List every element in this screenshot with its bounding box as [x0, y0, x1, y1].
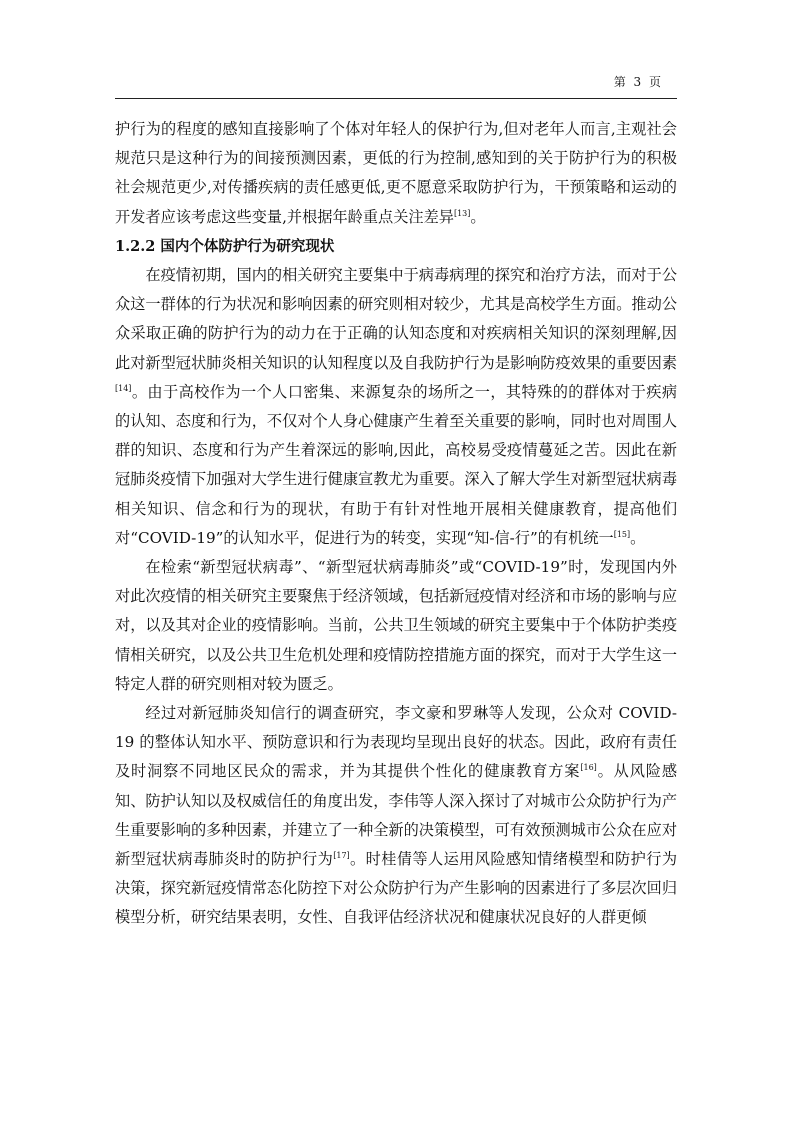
- paragraph-tail: 。: [630, 528, 646, 547]
- citation-ref: [17]: [333, 851, 350, 861]
- paragraph-text: 在检索“新型冠状病毒”、“新型冠状病毒肺炎”或“COVID-19”时，发现国内外对此次疫情的相关研究主要聚焦于经济领域，包括新冠疫情对经济和市场的影响与应对，以及其对企业的疫情影响。当前，公共卫生领域的研究主要集中于个体防护类疫情相关研究，以及公共卫生危机处理和疫情防控措施方面的探究，而对于大学生这一特定人群的研究则相对较为匮乏。: [115, 558, 677, 693]
- paragraph-tail: 。: [470, 207, 486, 226]
- paragraph-text: 在疫情初期，国内的相关研究主要集中于病毒病理的探究和治疗方法，而对于公众这一群体的行为状况和影响因素的研究则相对较少，尤其是高校学生方面。推动公众采取正确的防护行为的动力在于正确的认知态度和对疾病相关知识的深刻理解,因此对新型冠状肺炎相关知识的认知程度以及自我防护行为是影响防疫效果的重要因素: [115, 266, 677, 372]
- paragraph-text: 。从风险感知、防护认知以及权威信任的角度出发，李伟等人深入探讨了对城市公众防护行为产生重要影响的多种因素，并建立了一种全新的决策模型，可有效预测城市公众在应对新型冠状病毒肺炎时的防护行为: [115, 762, 678, 869]
- paragraph-text: 。时桂倩等人运用风险感知情绪模型和防护行为决策，探究新冠疫情常态化防控下对公众防护行为产生影响的因素进行了多层次回归模型分析，研究结果表明，女性、自我评估经济状况和健康状况良好的人群更倾: [115, 850, 678, 927]
- page-header: [115, 70, 677, 99]
- section-heading: 1.2.2 国内个体防护行为研究现状: [115, 237, 335, 255]
- paragraph-text: 经过对新冠肺炎知信行的调查研究，李文豪和罗琳等人发现，公众对 COVID-19 的整体认知水平、预防意识和行为表现均呈现出良好的状态。因此，政府有责任及时洞察不同地区民众的需求，并为其提供个性化的健康教育方案: [115, 704, 677, 781]
- paragraph-studies: [115, 699, 677, 933]
- citation-ref: [13]: [453, 208, 471, 218]
- citation-ref: [16]: [580, 763, 597, 773]
- citation-ref: [14]: [115, 383, 132, 393]
- paragraph-intro: [115, 261, 677, 553]
- citation-ref: [15]: [613, 529, 631, 539]
- page-number: 第 3 页: [613, 75, 663, 89]
- document-body: [115, 115, 677, 933]
- paragraph-search: [115, 553, 677, 699]
- paragraph-text: 护行为的程度的感知直接影响了个体对年轻人的保护行为,但对老年人而言,主观社会规范只是这种行为的间接预测因素，更低的行为控制,感知到的关于防护行为的积极社会规范更少,对传播疾病的责任感更低,更不愿意采取防护行为，干预策略和运动的开发者应该考虑这些变量,并根据年龄重点关注差异: [115, 120, 677, 226]
- paragraph-text: 。由于高校作为一个人口密集、来源复杂的场所之一，其特殊的的群体对于疾病的认知、态度和行为，不仅对个人身心健康产生着至关重要的影响，同时也对周围人群的知识、态度和行为产生着深远的影响,因此，高校易受疫情蔓延之苦。因此在新冠肺炎疫情下加强对大学生进行健康宣教尤为重要。深入了解大学生对新型冠状病毒相关知识、信念和行为的现状，有助于有针对性地开展相关健康教育，提高他们对“COVID-19”的认知水平，促进行为的转变，实现“知-信-行”的有机统一: [115, 382, 677, 547]
- paragraph-continued: [115, 115, 677, 232]
